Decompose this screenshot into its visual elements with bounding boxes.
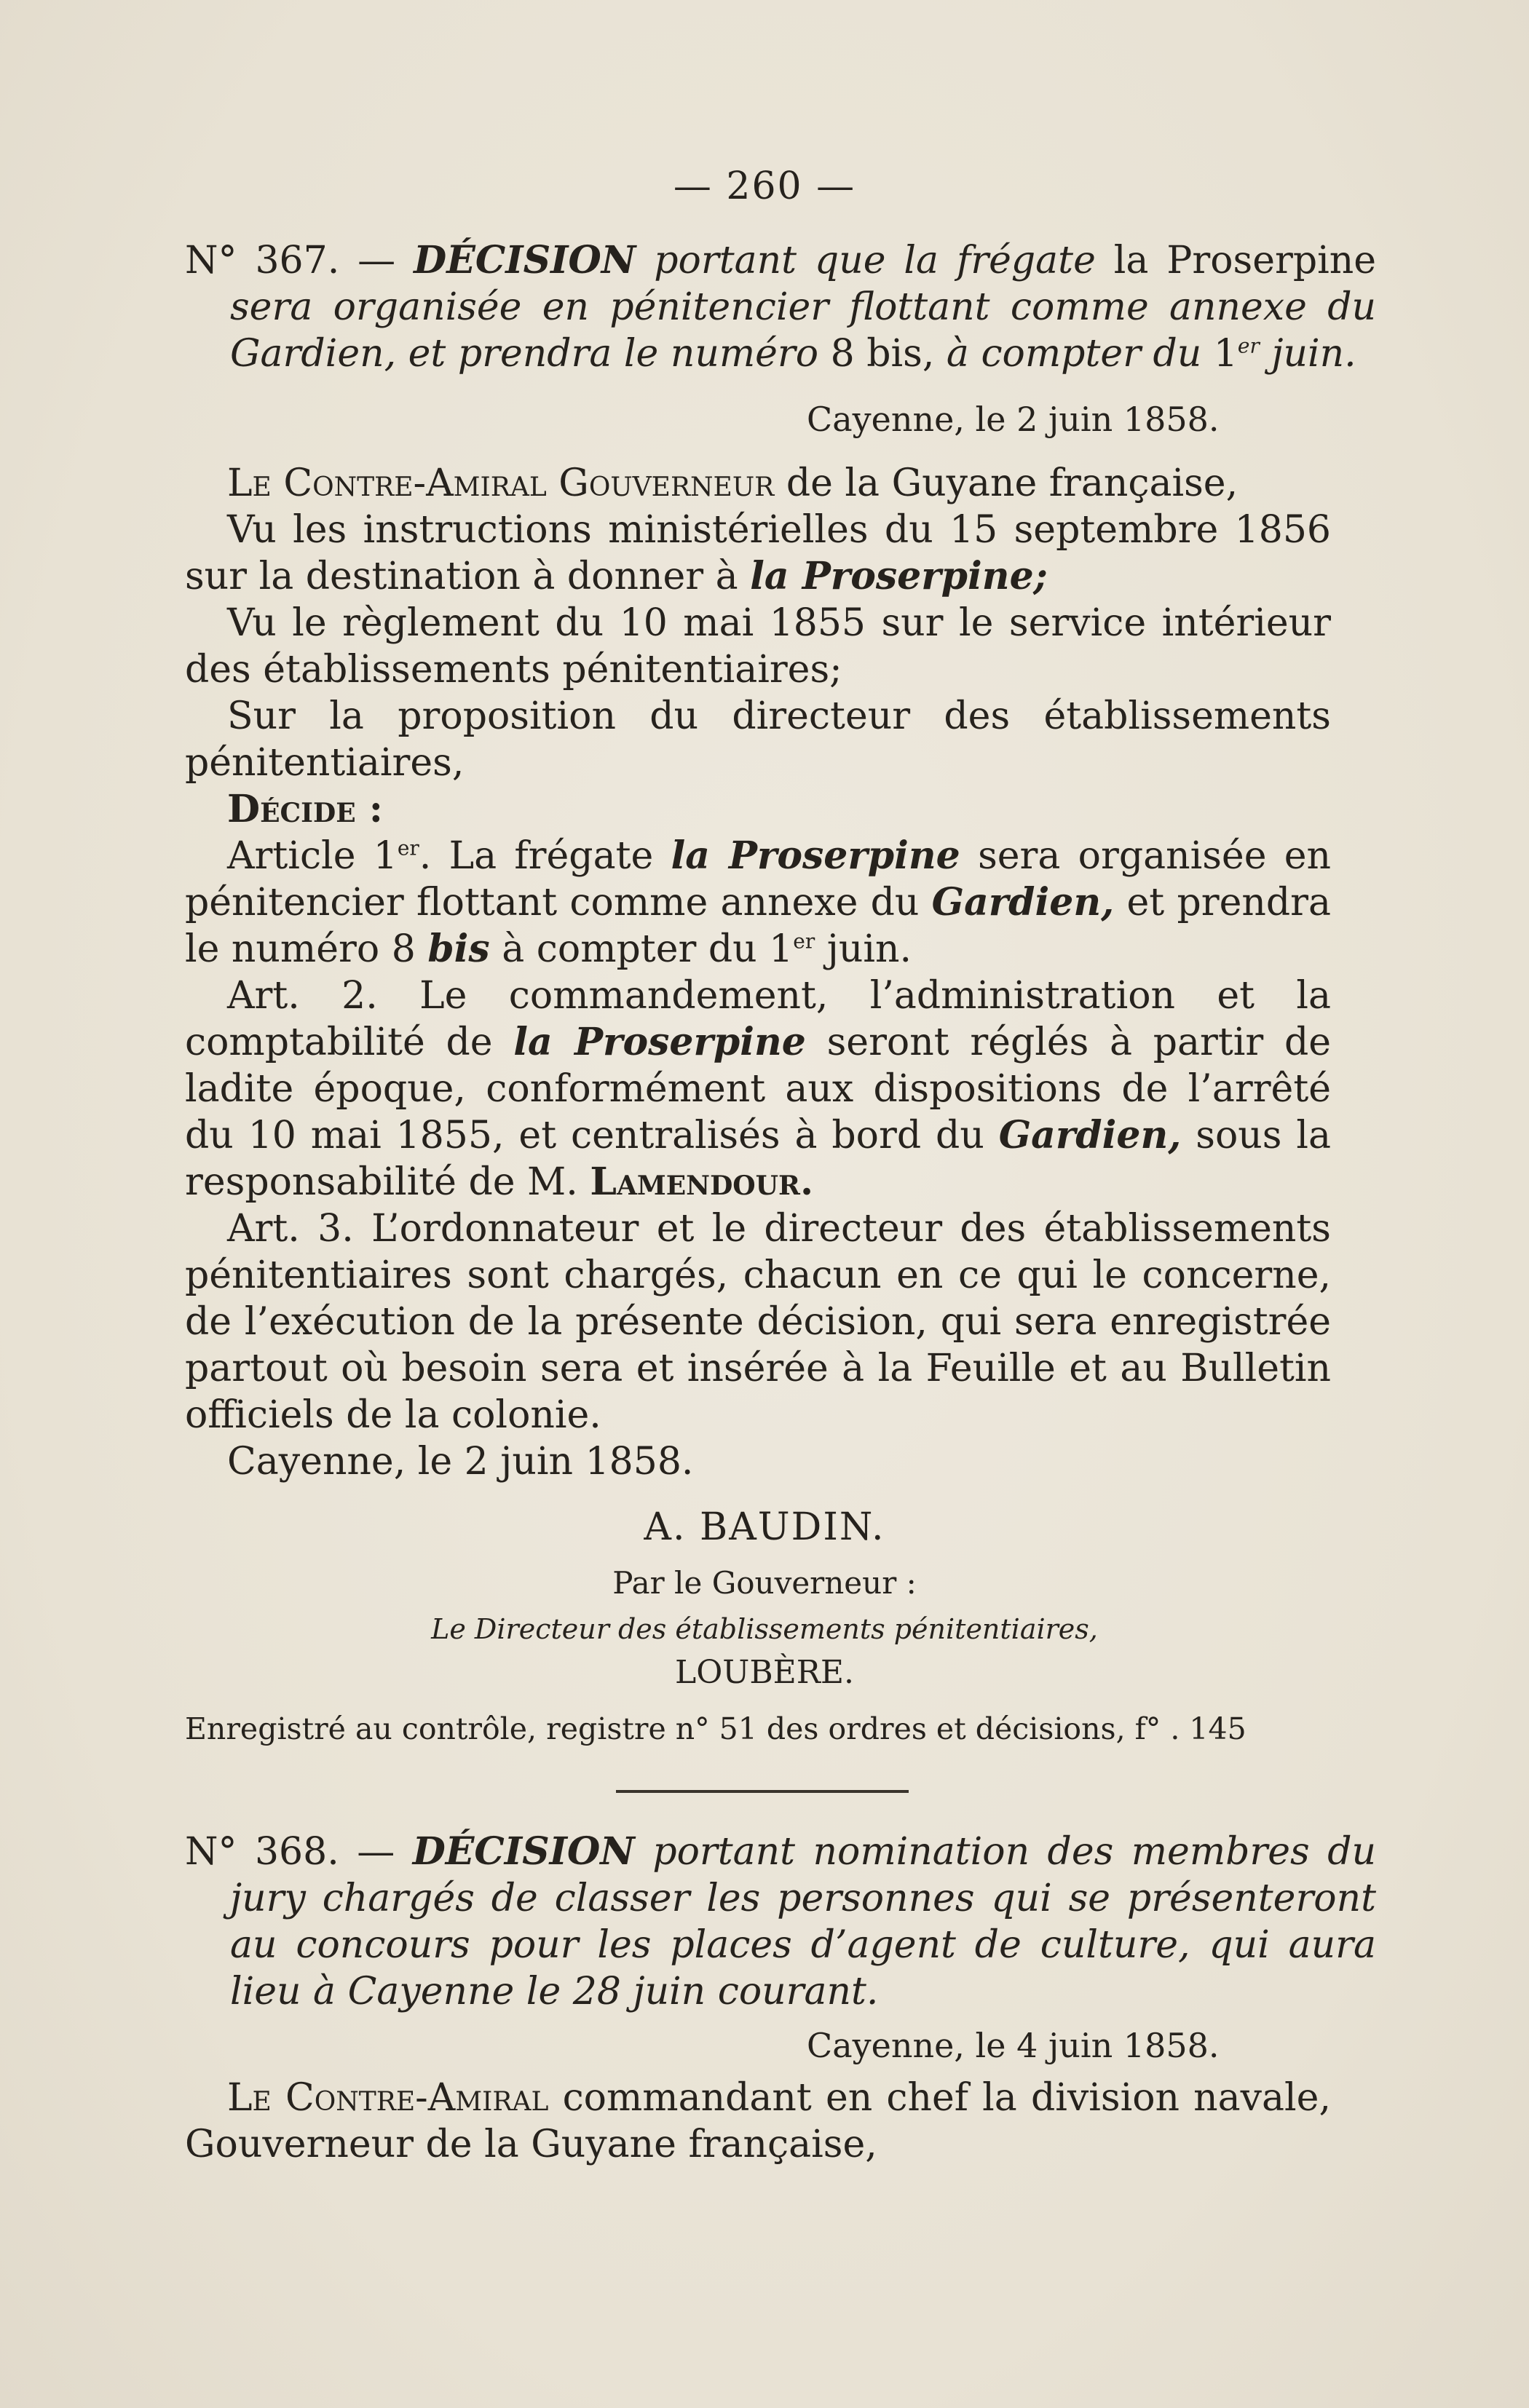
article-2-name: Lamendour. xyxy=(590,1160,814,1204)
section-divider xyxy=(616,1790,909,1793)
decision-367-par: Par le Gouverneur : xyxy=(612,1565,917,1601)
decision-367-signature: A. BAUDIN. xyxy=(644,1505,885,1549)
decision-367-number: N° 367. — xyxy=(185,239,396,282)
decision-367-author-rest: de la Guyane française, xyxy=(786,462,1238,505)
decision-367-title xyxy=(185,237,1376,377)
decision-368-author-line xyxy=(185,2075,1331,2168)
article-1-ship: la Proserpine xyxy=(671,833,960,878)
decision-367-article-2 xyxy=(185,973,1331,1205)
article-1-gardien: Gardien, xyxy=(931,880,1115,924)
decision-367-decide: Décide : xyxy=(227,787,383,831)
article-2-text-c: sous la responsabilité de M. xyxy=(185,1114,1331,1204)
decision-367-number-ref: 8 bis, xyxy=(830,332,935,376)
article-1-sup: er xyxy=(397,836,419,860)
decision-368-place-date: Cayenne, le 4 juin 1858. xyxy=(807,2026,1220,2065)
article-2-text-b: seront réglés à partir de ladite époque, conformément aux dispositions de l’arrêté du 10 mai 1855, et centralisés à bord du xyxy=(185,1021,1332,1157)
decision-367-title-text: portant que la frégate xyxy=(654,239,1096,282)
decision-367-paragraph-2: Vu le règlement du 10 mai 1855 sur le service intérieur des établissements pénitentiaires; xyxy=(185,601,1331,692)
decision-367-article-3: Art. 3. L’ordonnateur et le directeur des établissements pénitentiaires sont chargés, chacun en ce qui le concerne, de l’exécution de la présente décision, qui sera enregistrée partout où besoin sera et insérée à la Feuille et au Bulletin officiels de la colonie. xyxy=(185,1207,1331,1437)
article-1-label: Article 1 xyxy=(227,834,398,878)
decision-367-closing-date: Cayenne, le 2 juin 1858. xyxy=(227,1440,694,1484)
article-1-text-d: à compter du 1 xyxy=(502,927,794,971)
decision-367-title-text-4: juin. xyxy=(1271,332,1356,376)
decision-367-director: Le Directeur des établissements pénitentiaires, xyxy=(431,1613,1098,1645)
decision-368-title-word: DÉCISION xyxy=(412,1829,635,1874)
decision-367-registry: Enregistré au contrôle, registre n° 51 des ordres et décisions, f° . 145 xyxy=(185,1711,1246,1746)
decision-367-author-line xyxy=(185,460,1331,507)
decision-368-author: Le Contre-Amiral xyxy=(227,2076,549,2120)
decision-368-title xyxy=(185,1829,1376,2015)
decision-367-article-1 xyxy=(185,833,1331,973)
decision-367-body xyxy=(185,460,1331,1485)
article-1-text-b: sera organisée en pénitencier flottant comme annexe du xyxy=(185,834,1332,924)
decision-368-title-text: portant nomination des membres du jury chargés de classer les personnes qui se présenteront au concours pour les places d’agent de culture, qui aura lieu à Cayenne le 28 juin courant. xyxy=(230,1830,1376,2013)
article-1-text-a: . La frégate xyxy=(419,834,654,878)
article-2-gardien: Gardien, xyxy=(998,1113,1182,1157)
article-1-text-c: et prendra le numéro 8 xyxy=(185,881,1332,971)
decision-367-paragraph-1 xyxy=(185,507,1331,600)
article-2-ship: la Proserpine xyxy=(513,1020,806,1064)
decision-368-body xyxy=(185,2075,1331,2168)
decision-367-p1-ship: la Proserpine; xyxy=(750,554,1048,598)
decision-367-director-name: LOUBÈRE. xyxy=(674,1654,855,1691)
article-1-sup-2: er xyxy=(793,929,815,954)
decision-367-title-word: DÉCISION xyxy=(414,238,636,282)
decision-367-paragraph-3: Sur la proposition du directeur des établissements pénitentiaires, xyxy=(185,694,1331,785)
decision-367-title-text-3: à compter du xyxy=(946,332,1202,376)
decision-367-p1-text: Vu les instructions ministérielles du 15 septembre 1856 sur la destination à donner à xyxy=(185,508,1331,598)
page-number: — 260 — xyxy=(673,165,856,208)
decision-367-author: Le Contre-Amiral Gouverneur xyxy=(227,462,775,505)
decision-367-title-text-2: sera organisée en pénitencier flottant comme annexe du Gardien, et prendra le numéro xyxy=(230,285,1376,376)
decision-367-first: 1 xyxy=(1213,332,1238,376)
decision-367-place-date: Cayenne, le 2 juin 1858. xyxy=(807,400,1220,439)
decision-367-first-sup: er xyxy=(1237,333,1260,358)
article-1-text-e: juin. xyxy=(826,927,912,971)
decision-368-author-rest: commandant en chef la division navale, Gouverneur de la Guyane française, xyxy=(185,2076,1331,2166)
decision-367-ship-name: la Proserpine xyxy=(1113,239,1377,282)
article-2-text-a: Art. 2. Le commandement, l’administration et la comptabilité de xyxy=(185,974,1331,1064)
decision-368-number: N° 368. — xyxy=(185,1830,395,1874)
article-1-bis: bis xyxy=(427,927,490,971)
